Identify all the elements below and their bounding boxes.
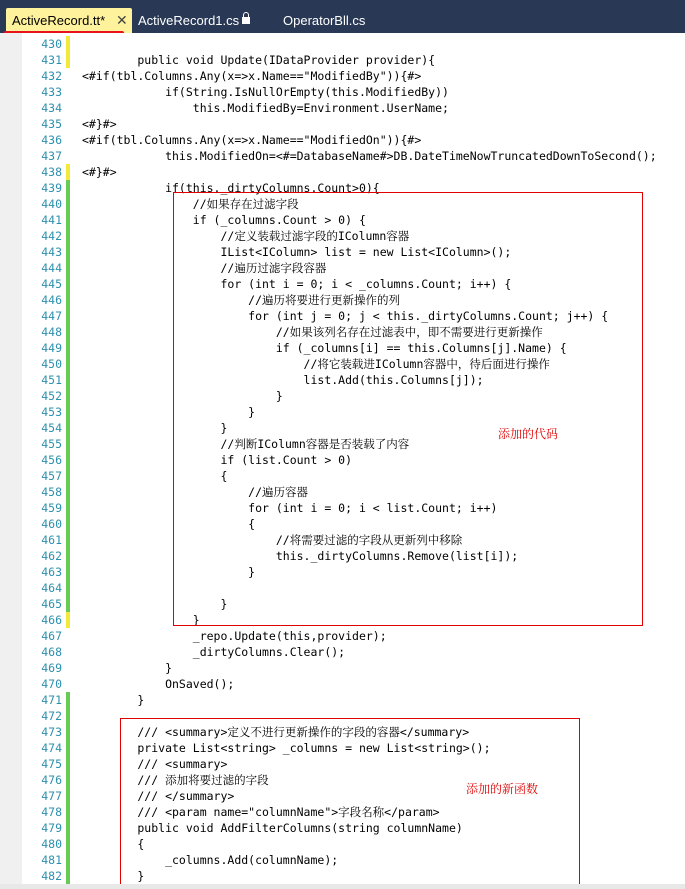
change-marker [66, 836, 70, 852]
change-marker [66, 388, 70, 404]
line-number: 431 [41, 53, 62, 67]
line-number: 469 [41, 661, 62, 675]
horizontal-scrollbar[interactable] [0, 884, 685, 889]
line-number: 479 [41, 821, 62, 835]
change-marker [66, 36, 70, 52]
change-marker [66, 452, 70, 468]
code-text[interactable]: _dirtyColumns.Clear(); [82, 645, 346, 659]
code-text[interactable]: //如果存在过滤字段 [82, 197, 299, 211]
line-number: 444 [41, 261, 62, 275]
change-marker [66, 372, 70, 388]
code-line[interactable] [0, 148, 685, 164]
line-number: 477 [41, 789, 62, 803]
change-marker [66, 292, 70, 308]
line-number: 457 [41, 469, 62, 483]
code-text[interactable]: if (_columns.Count > 0) { [82, 213, 366, 227]
change-marker [66, 692, 70, 708]
code-text[interactable]: IList<IColumn> list = new List<IColumn>(); [82, 245, 512, 259]
code-text[interactable]: public void AddFilterColumns(string columnName) [82, 821, 463, 835]
code-text[interactable]: this.ModifiedBy=Environment.UserName; [82, 101, 449, 115]
code-text[interactable]: if (list.Count > 0) [82, 453, 353, 467]
code-line[interactable] [0, 84, 685, 100]
change-marker [66, 548, 70, 564]
change-marker [66, 324, 70, 340]
change-marker [66, 564, 70, 580]
change-marker [66, 852, 70, 868]
code-text[interactable]: { [82, 469, 228, 483]
line-number: 462 [41, 549, 62, 563]
code-line[interactable] [0, 164, 685, 180]
line-number: 449 [41, 341, 62, 355]
line-number: 448 [41, 325, 62, 339]
line-number: 437 [41, 149, 62, 163]
change-marker [66, 580, 70, 596]
code-text[interactable]: public void Update(IDataProvider provider){ [82, 53, 436, 67]
code-text[interactable]: } [82, 693, 145, 707]
change-marker [66, 820, 70, 836]
line-number: 475 [41, 757, 62, 771]
line-number: 454 [41, 421, 62, 435]
line-number: 465 [41, 597, 62, 611]
change-marker [66, 740, 70, 756]
code-line[interactable] [0, 52, 685, 68]
tab-operatorbll-cs[interactable] [283, 8, 383, 33]
change-marker [66, 404, 70, 420]
code-text[interactable]: //判断IColumn容器是否装载了内容 [82, 437, 410, 451]
change-marker [66, 500, 70, 516]
code-line[interactable] [0, 100, 685, 116]
code-text[interactable]: //遍历过滤字段容器 [82, 261, 327, 275]
change-marker [66, 164, 70, 180]
line-number: 476 [41, 773, 62, 787]
line-number: 446 [41, 293, 62, 307]
change-marker [66, 868, 70, 884]
change-marker [66, 804, 70, 820]
line-number: 436 [41, 133, 62, 147]
line-number: 474 [41, 741, 62, 755]
added-function-box [120, 718, 580, 889]
code-text[interactable]: } [82, 597, 228, 611]
code-text[interactable]: } [82, 869, 145, 883]
code-line[interactable] [0, 116, 685, 132]
tab-activerecord-tt[interactable] [6, 8, 132, 33]
code-text[interactable]: <#if(tbl.Columns.Any(x=>x.Name=="ModifiedOn")){#> [82, 133, 422, 147]
line-number: 452 [41, 389, 62, 403]
line-number: 466 [41, 613, 62, 627]
line-number: 468 [41, 645, 62, 659]
line-number: 433 [41, 85, 62, 99]
close-icon[interactable]: ✕ [116, 12, 128, 28]
line-number: 461 [41, 533, 62, 547]
code-text[interactable]: /// </summary> [82, 789, 235, 803]
code-text[interactable]: <#}#> [82, 165, 117, 179]
code-text[interactable]: <#if(tbl.Columns.Any(x=>x.Name=="ModifiedBy")){#> [82, 69, 422, 83]
code-text[interactable]: { [82, 517, 256, 531]
line-number: 430 [41, 37, 62, 51]
code-text[interactable]: if (_columns[i] == this.Columns[j].Name) { [82, 341, 567, 355]
change-marker [66, 468, 70, 484]
code-text[interactable]: if(String.IsNullOrEmpty(this.ModifiedBy)) [82, 85, 449, 99]
line-number: 438 [41, 165, 62, 179]
line-number: 464 [41, 581, 62, 595]
line-number: 482 [41, 869, 62, 883]
line-number: 434 [41, 101, 62, 115]
change-marker [66, 708, 70, 724]
code-text[interactable]: //将需要过滤的字段从更新列中移除 [82, 533, 463, 547]
code-text[interactable]: } [82, 661, 173, 675]
code-text[interactable]: //定义装载过滤字段的IColumn容器 [82, 229, 410, 243]
code-text[interactable]: for (int j = 0; j < this._dirtyColumns.Count; j++) { [82, 309, 609, 323]
change-marker [66, 180, 70, 196]
line-number: 470 [41, 677, 62, 691]
line-number: 478 [41, 805, 62, 819]
line-number: 471 [41, 693, 62, 707]
code-text[interactable]: } [82, 565, 256, 579]
code-line[interactable] [0, 132, 685, 148]
code-text[interactable]: { [82, 837, 145, 851]
line-number: 442 [41, 229, 62, 243]
code-text[interactable]: //遍历容器 [82, 485, 309, 499]
code-text[interactable]: <#}#> [82, 117, 117, 131]
line-number: 456 [41, 453, 62, 467]
tab-activerecord1-cs[interactable] [138, 8, 258, 33]
change-marker [66, 260, 70, 276]
change-marker [66, 244, 70, 260]
code-text[interactable]: for (int i = 0; i < list.Count; i++) [82, 501, 498, 515]
line-number: 450 [41, 357, 62, 371]
code-text[interactable]: //将它装载进IColumn容器中，待后面进行操作 [82, 357, 550, 371]
change-marker [66, 516, 70, 532]
added-function-note: 添加的新函数 [466, 782, 539, 796]
line-number: 481 [41, 853, 62, 867]
code-line[interactable] [0, 628, 685, 644]
code-line[interactable] [0, 676, 685, 692]
change-marker [66, 756, 70, 772]
line-number: 432 [41, 69, 62, 83]
change-marker [66, 596, 70, 612]
line-number: 439 [41, 181, 62, 195]
code-line[interactable] [0, 36, 685, 52]
code-text[interactable]: } [82, 613, 200, 627]
code-line[interactable] [0, 644, 685, 660]
change-marker [66, 228, 70, 244]
code-text[interactable]: _columns.Add(columnName); [82, 853, 339, 867]
line-number: 458 [41, 485, 62, 499]
code-text[interactable]: this.ModifiedOn=<#=DatabaseName#>DB.DateTimeNowTruncatedDownToSecond(); [82, 149, 657, 163]
code-text[interactable]: /// <param name="columnName">字段名称</param> [82, 805, 440, 819]
code-text[interactable]: _repo.Update(this,provider); [82, 629, 387, 643]
code-text[interactable]: //如果该列名存在过滤表中，即不需要进行更新操作 [82, 325, 543, 339]
code-text[interactable]: } [82, 389, 283, 403]
code-text[interactable]: this._dirtyColumns.Remove(list[i]); [82, 549, 519, 563]
change-marker [66, 340, 70, 356]
tab-label: ActiveRecord1.cs [138, 13, 240, 28]
change-marker [66, 724, 70, 740]
line-number: 472 [41, 709, 62, 723]
change-marker [66, 484, 70, 500]
change-marker [66, 612, 70, 628]
line-number: 459 [41, 501, 62, 515]
code-text[interactable]: } [82, 421, 228, 435]
line-number: 451 [41, 373, 62, 387]
lock-icon [242, 16, 250, 25]
line-number: 453 [41, 405, 62, 419]
line-number: 455 [41, 437, 62, 451]
change-marker [66, 308, 70, 324]
line-number: 473 [41, 725, 62, 739]
code-text[interactable]: private List<string> _columns = new List<string>(); [82, 741, 491, 755]
tab-label: ActiveRecord.tt* [12, 13, 106, 28]
change-marker [66, 276, 70, 292]
line-number: 440 [41, 197, 62, 211]
line-number: 463 [41, 565, 62, 579]
change-marker [66, 436, 70, 452]
code-text[interactable]: list.Add(this.Columns[j]); [82, 373, 484, 387]
document-tab-bar [0, 0, 685, 33]
line-number: 443 [41, 245, 62, 259]
code-text[interactable]: OnSaved(); [82, 677, 235, 691]
line-number: 447 [41, 309, 62, 323]
change-marker [66, 212, 70, 228]
change-marker [66, 772, 70, 788]
change-marker [66, 532, 70, 548]
line-number: 441 [41, 213, 62, 227]
code-line[interactable] [0, 660, 685, 676]
change-marker [66, 52, 70, 68]
line-number: 435 [41, 117, 62, 131]
code-text[interactable]: if(this._dirtyColumns.Count>0){ [82, 181, 380, 195]
change-marker [66, 356, 70, 372]
code-line[interactable] [0, 68, 685, 84]
code-text[interactable]: } [82, 405, 256, 419]
code-text[interactable]: /// <summary> [82, 757, 228, 771]
code-line[interactable] [0, 692, 685, 708]
line-number: 480 [41, 837, 62, 851]
added-code-box [173, 192, 643, 626]
code-editor[interactable] [0, 33, 685, 889]
tab-label: OperatorBll.cs [283, 13, 366, 28]
change-marker [66, 788, 70, 804]
added-code-note: 添加的代码 [498, 427, 559, 441]
line-number: 460 [41, 517, 62, 531]
code-text[interactable]: /// <summary>定义不进行更新操作的字段的容器</summary> [82, 725, 470, 739]
code-text[interactable]: /// 添加将要过滤的字段 [82, 773, 269, 787]
code-text[interactable]: //遍历将要进行更新操作的列 [82, 293, 401, 307]
line-number: 445 [41, 277, 62, 291]
code-text[interactable]: for (int i = 0; i < _columns.Count; i++) { [82, 277, 512, 291]
change-marker [66, 420, 70, 436]
change-marker [66, 196, 70, 212]
line-number: 467 [41, 629, 62, 643]
